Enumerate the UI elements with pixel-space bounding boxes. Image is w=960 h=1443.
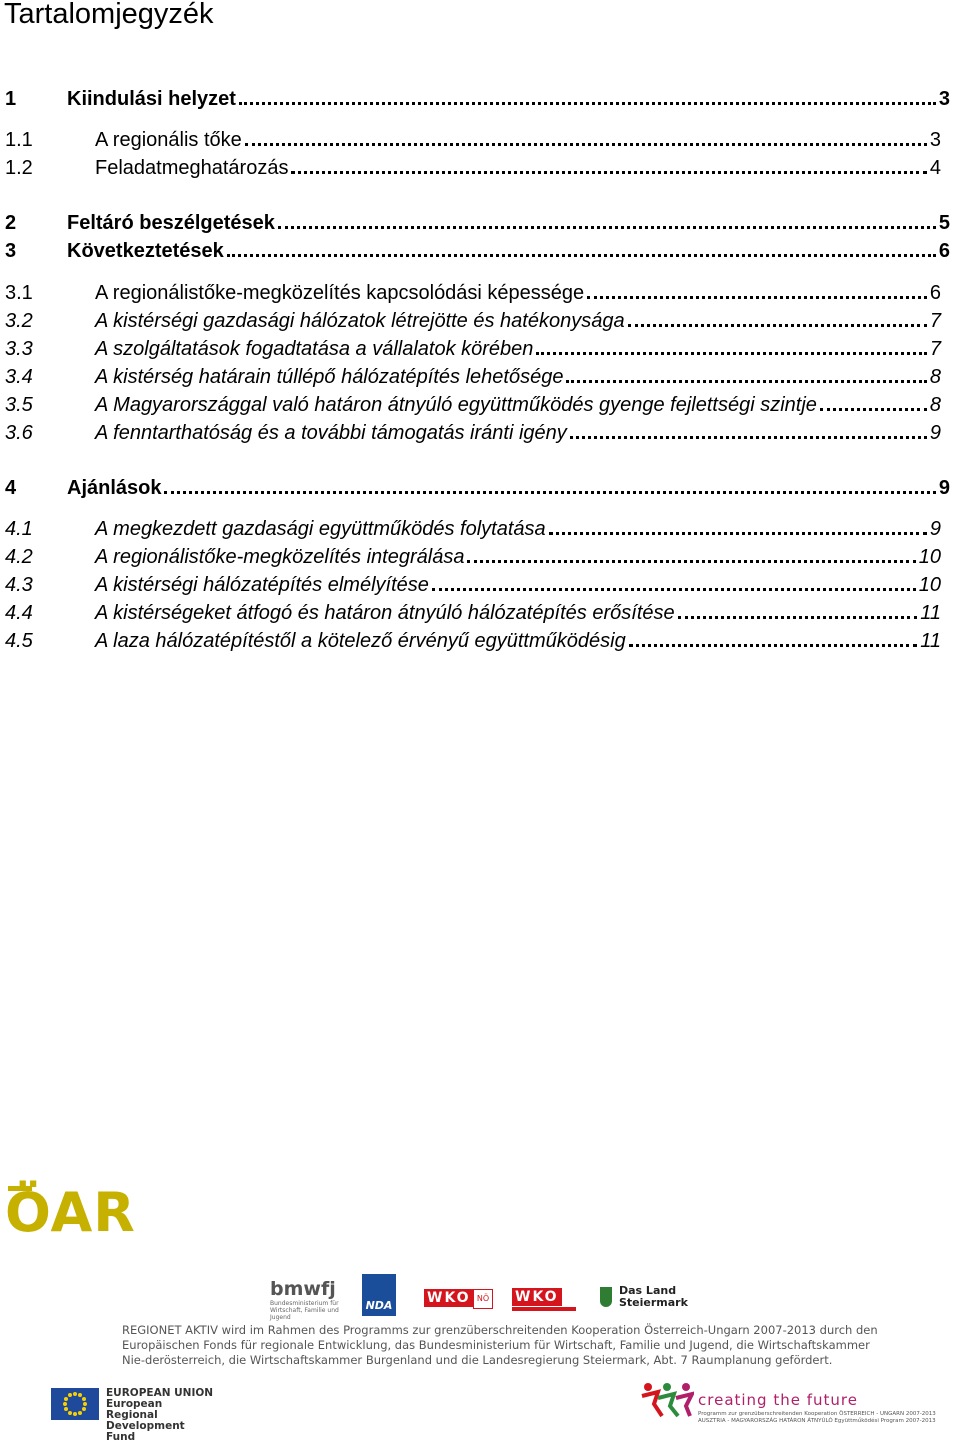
toc-entry-number: 3.4 [5,366,33,388]
creating-the-future-title: creating the future [698,1391,858,1409]
eu-label-line2: European Regional [106,1398,163,1421]
eu-star-icon [63,1402,67,1406]
toc-entry-title: Feltáró beszélgetések [67,212,275,234]
toc-entry-page: 8 [929,394,941,416]
toc-entry-page: 11 [920,630,941,652]
eu-star-icon [68,1393,72,1397]
funding-statement: REGIONET AKTIV wird im Rahmen des Programms zur grenzüberschreitenden Kooperation Österreich-Ungarn 2007-2013 durch den Europäischen Fonds für regionale Entwicklung, das Bundesministerium für Wirtschaft, Familie und Jugend, die Wirtschaftskammer Nie-derösterreich, die Wirtschaftskammer Burgenland und die Landesregierung Steiermark, Abt. 7 Raumplanung gefördert. [122,1323,878,1367]
toc-entry-page: 7 [929,338,941,360]
eu-star-icon [68,1411,72,1415]
toc-entry-title: A szolgáltatások fogadtatása a vállalatok körében [95,338,534,360]
bmwfj-logo-subtitle: Bundesministerium für Wirtschaft, Familie und Jugend [270,1300,339,1321]
eu-star-icon [83,1402,87,1406]
oar-logo: ÖAR [5,1181,136,1244]
toc-dot-leader [291,171,926,174]
toc-dot-leader [549,532,927,535]
toc-entry-title: A laza hálózatépítéstől a kötelező érvényű együttműködésig [95,630,626,652]
eu-label-line3: Development Fund [106,1420,185,1443]
steiermark-logo-text: Das Land Steiermark [619,1284,688,1309]
toc-entry-page: 3 [929,129,941,151]
toc-entry-page: 9 [929,518,941,540]
bmwfj-logo [270,1278,340,1321]
toc-dot-leader [678,616,918,619]
toc-dot-leader [570,436,927,439]
toc-entry[interactable] [5,600,941,626]
toc-entry-page: 5 [938,212,950,234]
toc-entry-number: 3 [5,240,17,262]
eu-erdf-label [106,1388,216,1443]
toc-entry[interactable] [5,392,941,418]
toc-entry-page: 6 [938,240,950,262]
creating-the-future-figures-icon [640,1382,694,1420]
eu-star-icon [73,1412,77,1416]
toc-entry[interactable] [5,155,941,181]
toc-entry-number: 1.1 [5,129,33,151]
steiermark-crest-icon [600,1287,612,1307]
eu-star-icon [64,1407,68,1411]
toc-entry[interactable] [5,238,950,264]
toc-entry-number: 3.3 [5,338,33,360]
toc-entry-number: 4 [5,477,17,499]
toc-entry[interactable] [5,628,941,654]
eu-flag-icon [51,1388,99,1420]
toc-entry-number: 4.3 [5,574,33,596]
wko-burgenland-logo: WKO [512,1288,562,1306]
creating-the-future-subtitle [698,1411,958,1424]
toc-entry[interactable] [5,544,941,570]
toc-entry-title: Ajánlások [67,477,162,499]
toc-entry[interactable] [5,280,941,306]
toc-entry-title: A kistérségi hálózatépítés elmélyítése [95,574,429,596]
eu-star-icon [73,1392,77,1396]
toc-entry-title: Feladatmeghatározás [95,157,289,179]
ctf-subtitle-line1: Programm zur grenzüberschreitenden Kooperation ÖSTERREICH - UNGARN 2007-2013 [698,1411,936,1417]
toc-dot-leader [278,226,936,229]
toc-entry[interactable] [5,210,950,236]
toc-entry-title: A regionálistőke-megközelítés integrálása [95,546,465,568]
toc-entry-page: 10 [918,574,941,596]
toc-entry-title: A kistérség határain túllépő hálózatépítés lehetősége [95,366,564,388]
toc-dot-leader [245,143,927,146]
toc-entry[interactable] [5,308,941,334]
toc-dot-leader [536,352,926,355]
toc-dot-leader [164,491,935,494]
toc-entry-page: 8 [929,366,941,388]
toc-dot-leader [227,254,936,257]
nda-logo: NDA [362,1274,396,1316]
toc-entry[interactable] [5,86,950,112]
toc-entry-number: 3.1 [5,282,33,304]
toc-dot-leader [432,588,916,591]
toc-entry-number: 3.2 [5,310,33,332]
eu-star-icon [78,1393,82,1397]
wko-burgenland-logo-stripe [512,1307,576,1311]
toc-entry[interactable] [5,516,941,542]
toc-entry-page: 10 [918,546,941,568]
ctf-subtitle-line2: AUSZTRIA - MAGYARORSZÁG HATÁRON ÁTNYÚLÓ Együttműködési Program 2007-2013 [698,1417,936,1424]
toc-entry-title: Kiindulási helyzet [67,88,236,110]
toc-entry-title: A regionálistőke-megközelítés kapcsolódási képessége [95,282,585,304]
toc-entry[interactable] [5,364,941,390]
toc-dot-leader [239,102,936,105]
toc-entry-title: A fenntarthatóság és a további támogatás iránti igény [95,422,567,444]
toc-entry-title: A kistérségeket átfogó és határon átnyúló hálózatépítés erősítése [95,602,675,624]
toc-entry-number: 3.5 [5,394,33,416]
toc-entry[interactable] [5,572,941,598]
eu-star-icon [78,1411,82,1415]
toc-entry-number: 3.6 [5,422,33,444]
toc-dot-leader [629,644,918,647]
toc-entry-page: 9 [929,422,941,444]
eu-star-icon [82,1407,86,1411]
eu-label-line1: EUROPEAN UNION [106,1387,214,1399]
page-title: Tartalomjegyzék [4,0,214,30]
toc-dot-leader [566,380,926,383]
toc-entry-number: 1.2 [5,157,33,179]
toc-entry[interactable] [5,420,941,446]
toc-entry-title: A kistérségi gazdasági hálózatok létrejötte és hatékonysága [95,310,625,332]
toc-entry-page: 4 [929,157,941,179]
toc-entry-page: 11 [920,602,941,624]
toc-dot-leader [587,296,927,299]
toc-entry[interactable] [5,127,941,153]
toc-entry-page: 9 [938,477,950,499]
bmwfj-logo-text: bmwfj [270,1278,336,1300]
toc-entry-page: 7 [929,310,941,332]
toc-entry-title: A Magyarországgal való határon átnyúló együttműködés gyenge fejlettségi szintje [95,394,817,416]
toc-dot-leader [467,560,915,563]
eu-star-icon [82,1397,86,1401]
toc-entry-number: 2 [5,212,17,234]
wko-noe-logo-suffix: NÖ [473,1289,493,1309]
toc-dot-leader [820,408,927,411]
toc-entry-number: 1 [5,88,17,110]
toc-dot-leader [628,324,927,327]
toc-entry[interactable] [5,336,941,362]
toc-entry-number: 4.5 [5,630,33,652]
wko-noe-logo: WKO [424,1289,474,1307]
toc-entry-title: A megkezdett gazdasági együttműködés folytatása [95,518,546,540]
toc-entry-number: 4.1 [5,518,33,540]
toc-entry[interactable] [5,475,950,501]
toc-entry-title: A regionális tőke [95,129,242,151]
toc-entry-number: 4.2 [5,546,33,568]
toc-entry-page: 3 [938,88,950,110]
eu-star-icon [64,1397,68,1401]
toc-entry-title: Következtetések [67,240,224,262]
toc-entry-page: 6 [929,282,941,304]
toc-entry-number: 4.4 [5,602,33,624]
